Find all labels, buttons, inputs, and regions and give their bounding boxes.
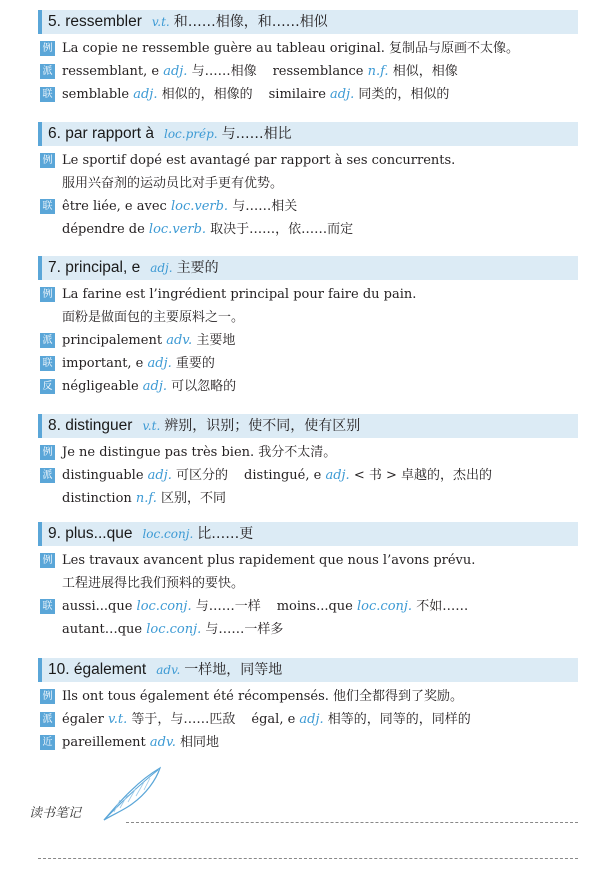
pos-label: n.f. <box>135 491 157 506</box>
line-text: 可区分的 <box>171 468 229 483</box>
line-text: 工程进展得比我们预料的要快。 <box>62 576 245 591</box>
line-text: égal, e <box>251 712 300 727</box>
line-tag: 联 <box>40 356 55 371</box>
line-text: 服用兴奋剂的运动员比对手更有优势。 <box>62 176 284 191</box>
line-text: 面粉是做面包的主要原料之一。 <box>62 310 245 325</box>
line-text: 与……相像 <box>187 64 257 79</box>
line-text: 相似的，相像的 <box>157 87 253 102</box>
line-text: 取决于……，依……而定 <box>206 222 354 237</box>
notes-label: 读书笔记 <box>29 806 82 821</box>
feather-icon <box>98 764 168 824</box>
line-text: principalement <box>62 333 167 348</box>
line-text: 区别，不同 <box>156 491 227 506</box>
pos-label: adj. <box>147 356 172 371</box>
line-tag: 例 <box>40 41 55 56</box>
line-text: Je ne distingue pas très bien. 我分不太清。 <box>62 445 337 460</box>
entry-meaning: 和……相像，和……相似 <box>173 14 328 30</box>
entry-line <box>40 172 578 195</box>
entry-word: 7. principal, e <box>48 259 141 276</box>
line-text: ressemblant, e <box>62 64 164 79</box>
entry-line <box>40 464 578 487</box>
line-text: 同类的，相似的 <box>354 87 450 102</box>
line-tag: 派 <box>40 712 55 727</box>
entry-line <box>40 283 578 306</box>
entry-line <box>40 618 578 641</box>
entry-header <box>38 10 578 34</box>
pos-label: loc.conj. <box>357 599 413 614</box>
entry-line <box>40 352 578 375</box>
line-tag: 例 <box>40 553 55 568</box>
line-text: semblable <box>62 87 134 102</box>
pos-label: v.t. <box>107 712 128 727</box>
line-text: 不如…… <box>412 599 469 614</box>
pos-label: adv. <box>149 735 176 750</box>
line-tag: 例 <box>40 287 55 302</box>
entry-pos: v.t. <box>151 15 170 29</box>
entry-line <box>40 329 578 352</box>
entry-header <box>38 122 578 146</box>
line-text: similaire <box>268 87 331 102</box>
line-text: important, e <box>62 356 148 371</box>
entry-line <box>40 37 578 60</box>
line-text: 与……一样多 <box>201 622 284 637</box>
pos-label: adj. <box>299 712 324 727</box>
pos-label: adj. <box>142 379 168 394</box>
entry-header <box>38 658 578 682</box>
reading-notes <box>26 770 586 870</box>
entry-meaning: 与……相比 <box>221 126 292 142</box>
line-text: 相似，相像 <box>388 64 458 79</box>
entry-pos: v.t. <box>142 419 161 433</box>
line-text: distinguable <box>62 468 148 483</box>
line-text: 相等的，同等的，同样的 <box>323 712 471 727</box>
line-text: 等于，与……匹敌 <box>127 712 236 727</box>
entry-header <box>38 256 578 280</box>
entry-line <box>40 685 578 708</box>
vocab-entry <box>38 122 578 241</box>
entry-word: 9. plus...que <box>48 525 133 542</box>
line-text: être liée, e avec <box>62 199 171 214</box>
line-text: 与……一样 <box>191 599 261 614</box>
entry-line <box>40 731 578 754</box>
pos-label: loc.conj. <box>136 599 192 614</box>
line-text: < 书 > 卓越的，杰出的 <box>349 468 493 483</box>
line-tag: 反 <box>40 379 55 394</box>
entry-line <box>40 83 578 106</box>
entry-meaning: 辨别，识别；使不同，使有区别 <box>164 418 361 434</box>
line-text: Ils ont tous également été récompensés. 他们全都得到了奖励。 <box>62 689 464 704</box>
line-tag: 例 <box>40 445 55 460</box>
entry-meaning: 一样地，同等地 <box>184 662 283 678</box>
line-text: distingué, e <box>244 468 326 483</box>
entry-line <box>40 306 578 329</box>
entry-line <box>40 441 578 464</box>
line-tag: 派 <box>40 468 55 483</box>
entry-pos: adv. <box>156 663 181 677</box>
line-text: autant…que <box>62 622 147 637</box>
line-text: 相同地 <box>175 735 220 750</box>
line-text: ressemblance <box>272 64 368 79</box>
entry-line <box>40 195 578 218</box>
entry-header <box>38 414 578 438</box>
entry-line <box>40 595 578 618</box>
entry-line <box>40 149 578 172</box>
line-text: 与……相关 <box>228 199 298 214</box>
entry-header <box>38 522 578 546</box>
entry-line <box>40 572 578 595</box>
line-text: 重要的 <box>171 356 215 371</box>
vocab-entry <box>38 522 578 641</box>
pos-label: adj. <box>330 87 355 102</box>
pos-label: loc.verb. <box>170 199 229 214</box>
line-text: 可以忽略的 <box>167 379 237 394</box>
entry-word: 8. distinguer <box>48 417 133 434</box>
entry-line <box>40 708 578 731</box>
line-text: dépendre de <box>62 222 149 237</box>
line-tag: 例 <box>40 153 55 168</box>
line-text: La copie ne ressemble guère au tableau original. 复制品与原画不太像。 <box>62 41 520 56</box>
line-tag: 近 <box>40 735 55 750</box>
line-text: Le sportif dopé est avantagé par rapport à ses concurrents. <box>62 153 456 168</box>
vocab-entry <box>38 658 578 754</box>
line-tag: 联 <box>40 199 55 214</box>
entry-line <box>40 60 578 83</box>
notes-line-2[interactable] <box>38 858 578 859</box>
entry-line <box>40 218 578 241</box>
pos-label: adv. <box>166 333 193 348</box>
notes-line-1[interactable] <box>126 822 578 823</box>
entry-meaning: 比……更 <box>197 526 254 542</box>
line-tag: 联 <box>40 87 55 102</box>
line-text: aussi...que <box>62 599 137 614</box>
pos-label: adj. <box>133 87 158 102</box>
entry-line <box>40 375 578 398</box>
entry-word: 10. également <box>48 661 147 678</box>
line-text: 主要地 <box>192 333 236 348</box>
pos-label: loc.conj. <box>146 622 202 637</box>
line-text: pareillement <box>62 735 150 750</box>
line-text: négligeable <box>62 379 143 394</box>
pos-label: adj. <box>325 468 350 483</box>
pos-label: loc.verb. <box>148 222 207 237</box>
line-tag: 联 <box>40 599 55 614</box>
line-tag: 例 <box>40 689 55 704</box>
pos-label: n.f. <box>367 64 389 79</box>
entry-meaning: 主要的 <box>176 260 219 276</box>
line-text: moins...que <box>276 599 358 614</box>
line-text: La farine est l’ingrédient principal pour faire du pain. <box>62 287 417 302</box>
entry-line <box>40 487 578 510</box>
vocab-entry <box>38 414 578 510</box>
entry-pos: loc.conj. <box>142 527 194 541</box>
pos-label: adj. <box>163 64 188 79</box>
line-text: égaler <box>62 712 108 727</box>
entry-word: 6. par rapport à <box>48 125 154 142</box>
vocab-entry <box>38 256 578 398</box>
vocab-entry <box>38 10 578 106</box>
line-tag: 派 <box>40 333 55 348</box>
line-tag: 派 <box>40 64 55 79</box>
line-text: distinction <box>62 491 136 506</box>
pos-label: adj. <box>147 468 172 483</box>
entry-pos: adj. <box>150 261 173 275</box>
line-text: Les travaux avancent plus rapidement que nous l’avons prévu. <box>62 553 476 568</box>
entry-word: 5. ressembler <box>48 13 142 30</box>
entry-pos: loc.prép. <box>163 127 218 141</box>
entry-line <box>40 549 578 572</box>
